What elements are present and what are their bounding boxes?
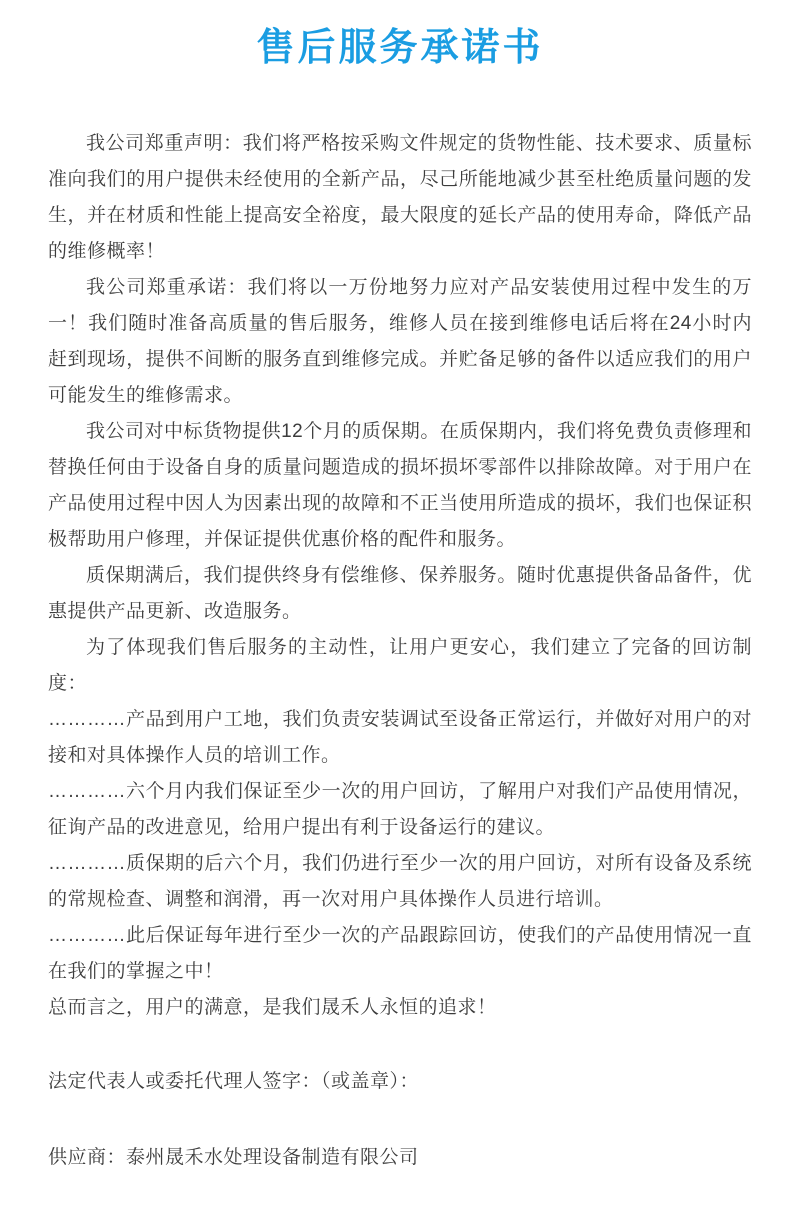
visit-item-annual: …………此后保证每年进行至少一次的产品跟踪回访，使我们的产品使用情况一直在我们的掌握之中！ <box>48 925 752 982</box>
visit-system-intro: 为了体现我们售后服务的主动性，让用户更安心，我们建立了完备的回访制度： <box>48 637 752 694</box>
closing-statement: 总而言之，用户的满意，是我们晟禾人永恒的追求！ <box>48 997 497 1018</box>
visit-item-six-months: …………六个月内我们保证至少一次的用户回访，了解用户对我们产品使用情况，征询产品的改进意见，给用户提出有利于设备运行的建议。 <box>48 781 752 838</box>
declaration-paragraph: 我公司郑重声明：我们将严格按采购文件规定的货物性能、技术要求、质量标准向我们的用户提供未经使用的全新产品，尽己所能地减少甚至杜绝质量问题的发生，并在材质和性能上提高安全裕度，最大限度的延长产品的使用寿命，降低产品的维修概率！ <box>48 133 752 262</box>
visit-item-later-six-months: …………质保期的后六个月，我们仍进行至少一次的用户回访，对所有设备及系统的常规检查、调整和润滑，再一次对用户具体操作人员进行培训。 <box>48 853 752 910</box>
post-warranty-paragraph: 质保期满后，我们提供终身有偿维修、保养服务。随时优惠提供备品备件，优惠提供产品更新、改造服务。 <box>48 565 752 622</box>
page-title: 售后服务承诺书 <box>256 27 544 69</box>
visit-item-installation: …………产品到用户工地，我们负责安装调试至设备正常运行，并做好对用户的对接和对具体操作人员的培训工作。 <box>48 709 752 766</box>
warranty-paragraph: 我公司对中标货物提供12个月的质保期。在质保期内，我们将免费负责修理和替换任何由于设备自身的质量问题造成的损坏损坏零部件以排除故障。对于用户在产品使用过程中因人为因素出现的故障和不正当使用所造成的损坏，我们也保证积极帮助用户修理，并保证提供优惠价格的配件和服务。 <box>48 421 752 550</box>
signature-line: 法定代表人或委托代理人签字：（或盖章）： <box>48 1071 420 1092</box>
supplier-line: 供应商：泰州晟禾水处理设备制造有限公司 <box>48 1147 419 1168</box>
commitment-paragraph: 我公司郑重承诺：我们将以一万份地努力应对产品安装使用过程中发生的万一！我们随时准备高质量的售后服务，维修人员在接到维修电话后将在24小时内赶到现场，提供不间断的服务直到维修完成。并贮备足够的备件以适应我们的用户可能发生的维修需求。 <box>48 277 752 406</box>
